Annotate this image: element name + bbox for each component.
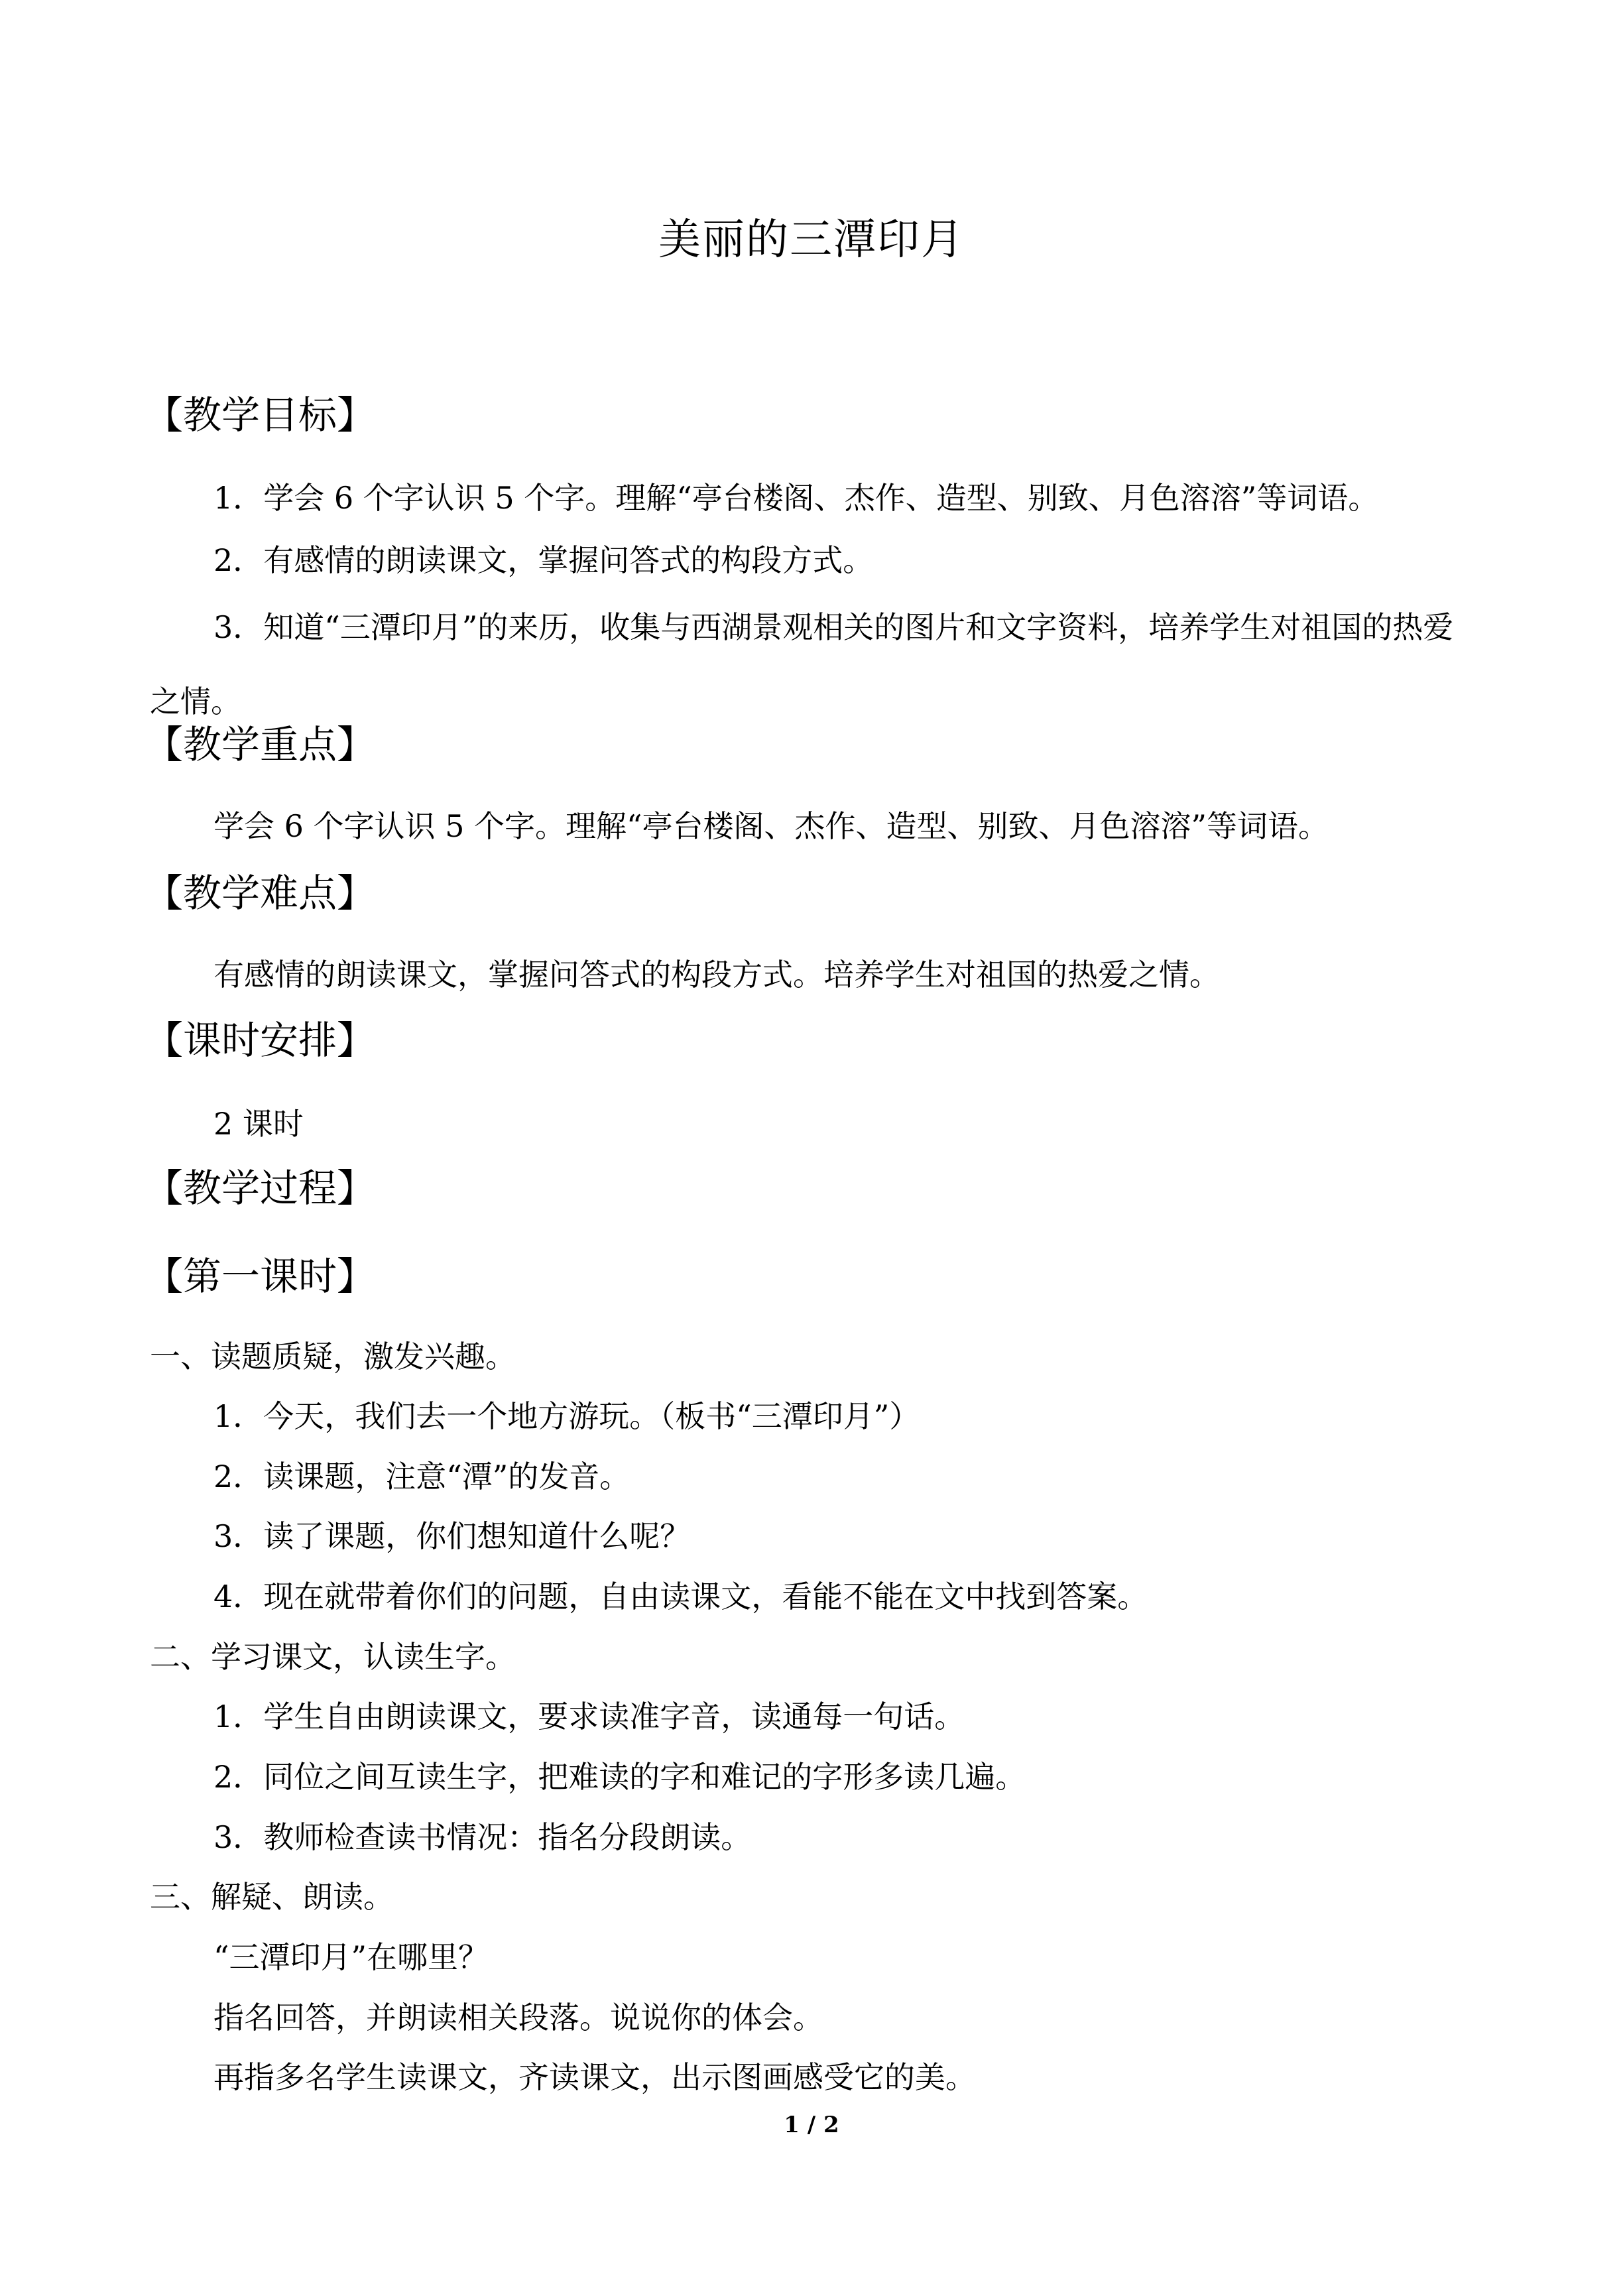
heading-first-lesson: 【第一课时】	[145, 1254, 376, 1299]
list-item: 4．现在就带着你们的问题，自由读课文，看能不能在文中找到答案。	[213, 1579, 1148, 1614]
objective-item: 2．有感情的朗读课文，掌握问答式的构段方式。	[213, 542, 874, 578]
list-item: 2．读课题，注意“潭”的发音。	[213, 1459, 631, 1494]
part-title: 一、读题质疑，激发兴趣。	[150, 1339, 516, 1374]
heading-key-points: 【教学重点】	[145, 722, 376, 767]
list-item: 1．学生自由朗读课文，要求读准字音，读通每一句话。	[213, 1699, 965, 1734]
list-item: “三潭印月”在哪里？	[213, 1939, 489, 1975]
document-title: 美丽的三潭印月	[658, 215, 965, 265]
page-number: 1 / 2	[784, 2112, 839, 2138]
heading-schedule: 【课时安排】	[145, 1018, 376, 1063]
key-points-text: 学会 6 个字认识 5 个字。理解“亭台楼阁、杰作、造型、别致、月色溶溶”等词语。	[213, 808, 1329, 844]
heading-objectives: 【教学目标】	[145, 393, 376, 438]
heading-difficulties: 【教学难点】	[145, 871, 376, 916]
schedule-text: 2 课时	[213, 1106, 304, 1142]
list-item: 1．今天，我们去一个地方游玩。（板书“三潭印月”）	[213, 1398, 920, 1434]
objective-item: 1．学会 6 个字认识 5 个字。理解“亭台楼阁、杰作、造型、别致、月色溶溶”等词语。	[213, 480, 1379, 516]
heading-process: 【教学过程】	[145, 1166, 376, 1211]
part-title: 二、学习课文，认读生字。	[150, 1639, 516, 1675]
list-item: 再指多名学生读课文，齐读课文，出示图画感受它的美。	[213, 2059, 976, 2095]
objective-item: 3．知道“三潭印月”的来历，收集与西湖景观相关的图片和文字资料，培养学生对祖国的热爱之情。	[150, 609, 1454, 719]
list-item: 3．教师检查读书情况：指名分段朗读。	[213, 1819, 752, 1855]
difficulties-text: 有感情的朗读课文，掌握问答式的构段方式。培养学生对祖国的热爱之情。	[213, 957, 1220, 993]
list-item: 3．读了课题，你们想知道什么呢？	[213, 1518, 691, 1554]
list-item: 2．同位之间互读生字，把难读的字和难记的字形多读几遍。	[213, 1759, 1026, 1795]
part-title: 三、解疑、朗读。	[150, 1879, 394, 1915]
list-item: 指名回答，并朗读相关段落。说说你的体会。	[213, 2000, 823, 2035]
